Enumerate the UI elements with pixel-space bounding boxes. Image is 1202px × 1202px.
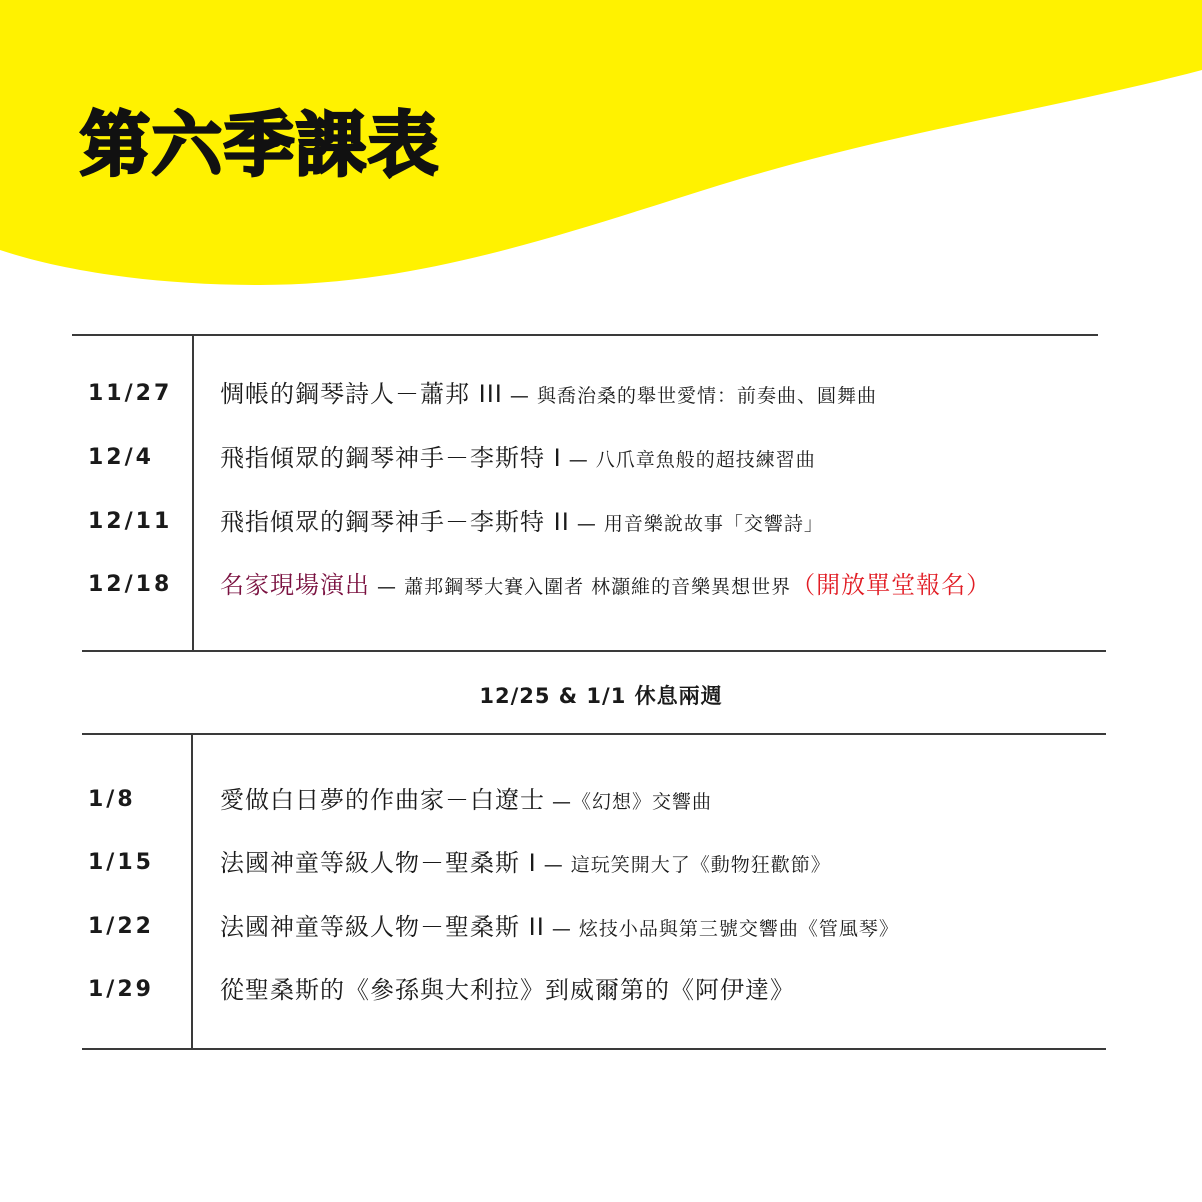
divider-bottom	[82, 1048, 1106, 1050]
session-date: 12/18	[88, 572, 173, 597]
session-date: 1/29	[88, 977, 154, 1002]
session-subtitle: — 蕭邦鋼琴大賽入圍者 林灝維的音樂異想世界	[370, 576, 792, 598]
session-title: 法國神童等級人物－聖桑斯 I	[220, 849, 537, 877]
session-description	[220, 565, 991, 608]
session-description	[220, 843, 831, 886]
schedule-row	[0, 438, 1202, 478]
session-date: 12/11	[88, 509, 173, 534]
schedule-row	[0, 565, 1202, 605]
break-note: 12/25 & 1/1 休息兩週	[479, 684, 723, 708]
session-date: 11/27	[88, 381, 173, 406]
session-date: 1/8	[88, 787, 136, 812]
session-date: 1/22	[88, 914, 154, 939]
performance-title: 名家現場演出	[220, 571, 370, 599]
session-description	[220, 502, 824, 545]
session-subtitle: —《幻想》交響曲	[545, 791, 713, 813]
session-subtitle: — 八爪章魚般的超技練習曲	[561, 449, 816, 471]
page-title: 第六季課表	[80, 104, 440, 186]
session-title: 愛做白日夢的作曲家－白遼士	[220, 786, 545, 814]
session-date: 1/15	[88, 850, 154, 875]
session-title: 從聖桑斯的《參孫與大利拉》到威爾第的《阿伊達》	[220, 976, 795, 1004]
session-description	[220, 780, 712, 823]
session-description	[220, 374, 877, 417]
session-subtitle: — 這玩笑開大了《動物狂歡節》	[536, 854, 831, 876]
session-title: 飛指傾眾的鋼琴神手－李斯特 I	[220, 444, 562, 472]
session-description	[220, 438, 816, 481]
session-title: 法國神童等級人物－聖桑斯 II	[220, 913, 545, 941]
session-subtitle: — 與喬治桑的舉世愛情：前奏曲、圓舞曲	[502, 385, 877, 407]
divider-mid-2	[82, 733, 1106, 735]
schedule-row	[0, 843, 1202, 883]
session-description	[220, 970, 795, 1013]
divider-mid-1	[82, 650, 1106, 652]
session-subtitle: — 炫技小品與第三號交響曲《管風琴》	[544, 918, 899, 940]
divider-top	[72, 334, 1098, 336]
session-subtitle: — 用音樂說故事「交響詩」	[569, 513, 824, 535]
schedule-row	[0, 970, 1202, 1010]
session-title: 飛指傾眾的鋼琴神手－李斯特 II	[220, 508, 570, 536]
session-date: 12/4	[88, 445, 154, 470]
schedule-row	[0, 780, 1202, 820]
session-description	[220, 907, 899, 950]
session-title: 惆帳的鋼琴詩人－蕭邦 III	[220, 380, 503, 408]
schedule-row	[0, 374, 1202, 414]
schedule-row	[0, 907, 1202, 947]
open-registration-note: （開放單堂報名）	[791, 571, 992, 599]
schedule-row	[0, 502, 1202, 542]
